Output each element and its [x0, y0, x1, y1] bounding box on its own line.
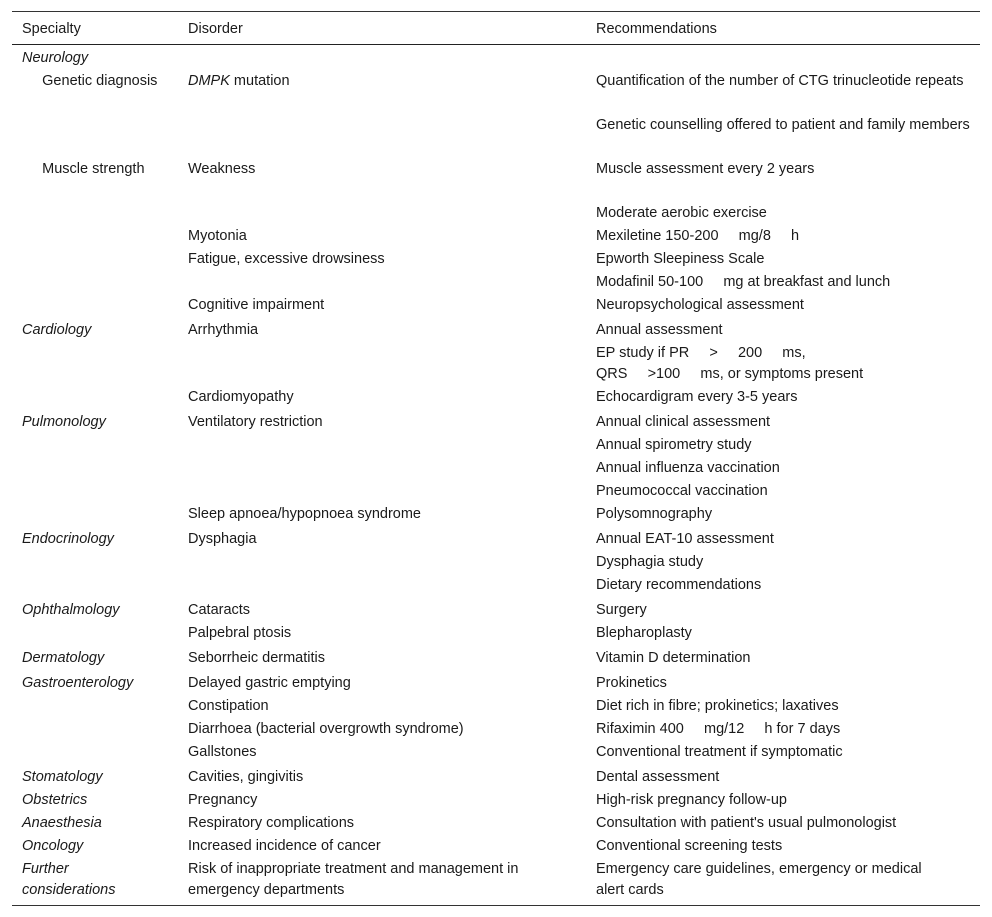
- recommendation-cell: Prokinetics: [596, 675, 667, 691]
- disorder-cell: Arrhythmia: [188, 322, 259, 338]
- disorder-cell: Pregnancy: [188, 792, 258, 808]
- disorder-cell: Delayed gastric emptying: [188, 675, 351, 691]
- recommendation-cell: Annual spirometry study: [596, 437, 752, 453]
- table-row: [12, 115, 980, 159]
- table-row: [12, 435, 980, 458]
- recommendation-cell: Conventional treatment if symptomatic: [596, 744, 843, 760]
- disorder-cell: Gallstones: [188, 744, 257, 760]
- recommendation-cell: Dietary recommendations: [596, 577, 762, 593]
- recommendation-cell: High-risk pregnancy follow-up: [596, 792, 787, 808]
- table-row: [12, 71, 980, 115]
- recommendation-cell: Consultation with patient's usual pulmonologist: [596, 815, 897, 831]
- disorder-cell: Risk of inappropriate treatment and management in emergency departments: [188, 861, 519, 898]
- recommendation-cell: Dental assessment: [596, 769, 720, 785]
- specialty-cell: Stomatology: [22, 769, 103, 785]
- table-row: [12, 458, 980, 481]
- disorder-cell: Diarrhoea (bacterial overgrowth syndrome): [188, 721, 464, 737]
- specialty-cell: Obstetrics: [22, 792, 88, 808]
- table-row: [12, 226, 980, 249]
- disorder-cell: DMPK mutation: [188, 73, 290, 89]
- recommendation-cell: Dysphagia study: [596, 554, 704, 570]
- recommendation-cell: Blepharoplasty: [596, 625, 692, 641]
- recommendation-cell: Annual influenza vaccination: [596, 460, 780, 476]
- table-row: [12, 813, 980, 836]
- recommendations-table: [12, 11, 980, 906]
- recommendation-cell: Moderate aerobic exercise: [596, 205, 767, 221]
- recommendation-cell: Annual clinical assessment: [596, 414, 771, 430]
- table-row: [12, 387, 980, 412]
- disorder-cell: Seborrheic dermatitis: [188, 650, 325, 666]
- table-row: [12, 341, 980, 387]
- disorder-cell: Dysphagia: [188, 531, 257, 547]
- recommendation-cell: EP study if PR > 200 ms, QRS >100 ms, or symptoms present: [596, 345, 864, 382]
- table-row: [12, 552, 980, 575]
- specialty-cell: Pulmonology: [22, 414, 106, 430]
- recommendation-cell: Annual assessment: [596, 322, 723, 338]
- specialty-cell: Neurology: [22, 50, 89, 66]
- table-row: [12, 48, 980, 71]
- table-row: [12, 272, 980, 295]
- table-row: [12, 320, 980, 341]
- table-header: [12, 12, 980, 45]
- specialty-cell: Cardiology: [22, 322, 92, 338]
- specialty-cell: Muscle strength: [42, 161, 145, 177]
- disorder-cell: Constipation: [188, 698, 269, 714]
- disorder-cell: Fatigue, excessive drowsiness: [188, 251, 385, 267]
- recommendation-cell: Vitamin D determination: [596, 650, 751, 666]
- specialty-cell: Ophthalmology: [22, 602, 120, 618]
- table-row: [12, 575, 980, 600]
- recommendation-cell: Emergency care guidelines, emergency or medical alert cards: [596, 861, 922, 898]
- table-row: [12, 859, 980, 905]
- table-row: [12, 295, 980, 320]
- table-row: [12, 203, 980, 226]
- table-row: [12, 412, 980, 435]
- table-row: [12, 481, 980, 504]
- table-row: [12, 623, 980, 648]
- disorder-cell: Weakness: [188, 161, 256, 177]
- disorder-cell: Cognitive impairment: [188, 297, 325, 313]
- recommendation-cell: Diet rich in fibre; prokinetics; laxatives: [596, 698, 839, 714]
- table-row: [12, 529, 980, 552]
- table-row: [12, 742, 980, 767]
- disorder-cell: Increased incidence of cancer: [188, 838, 381, 854]
- disorder-cell: Sleep apnoea/hypopnoea syndrome: [188, 506, 421, 522]
- table-row: [12, 719, 980, 742]
- recommendation-cell: Polysomnography: [596, 506, 713, 522]
- table-row: [12, 648, 980, 673]
- disorder-cell: Cataracts: [188, 602, 251, 618]
- recommendation-cell: Quantification of the number of CTG trinucleotide repeats: [596, 73, 964, 89]
- table-row: [12, 767, 980, 790]
- specialty-cell: Endocrinology: [22, 531, 114, 547]
- header-specialty: Specialty: [22, 21, 81, 37]
- specialty-cell: Further considerations: [22, 861, 116, 898]
- recommendation-cell: Epworth Sleepiness Scale: [596, 251, 765, 267]
- header-recommendations: Recommendations: [596, 21, 717, 37]
- recommendation-cell: Echocardigram every 3-5 years: [596, 389, 798, 405]
- recommendation-cell: Rifaximin 400 mg/12 h for 7 days: [596, 721, 841, 737]
- recommendation-cell: Muscle assessment every 2 years: [596, 161, 815, 177]
- table-row: [12, 249, 980, 272]
- table-row: [12, 790, 980, 813]
- table-row: [12, 159, 980, 203]
- table-row: [12, 673, 980, 696]
- recommendation-cell: Conventional screening tests: [596, 838, 783, 854]
- specialty-cell: Genetic diagnosis: [42, 73, 158, 89]
- recommendation-cell: Surgery: [596, 602, 647, 618]
- recommendation-cell: Pneumococcal vaccination: [596, 483, 768, 499]
- recommendation-cell: Neuropsychological assessment: [596, 297, 804, 313]
- table-row: [12, 504, 980, 529]
- table-row: [12, 836, 980, 859]
- disorder-cell: Palpebral ptosis: [188, 625, 292, 641]
- header-disorder: Disorder: [188, 21, 243, 37]
- disorder-cell: Cavities, gingivitis: [188, 769, 304, 785]
- recommendation-cell: Mexiletine 150-200 mg/8 h: [596, 228, 800, 244]
- table-row: [12, 696, 980, 719]
- table-row: [12, 600, 980, 623]
- disorder-cell: Respiratory complications: [188, 815, 355, 831]
- disorder-cell: Myotonia: [188, 228, 247, 244]
- recommendation-cell: Annual EAT-10 assessment: [596, 531, 774, 547]
- specialty-cell: Anaesthesia: [22, 815, 102, 831]
- specialty-cell: Dermatology: [22, 650, 105, 666]
- recommendation-cell: Genetic counselling offered to patient and family members: [596, 117, 970, 133]
- disorder-cell: Ventilatory restriction: [188, 414, 323, 430]
- disorder-cell: Cardiomyopathy: [188, 389, 294, 405]
- specialty-cell: Oncology: [22, 838, 84, 854]
- recommendation-cell: Modafinil 50-100 mg at breakfast and lunch: [596, 274, 891, 290]
- specialty-cell: Gastroenterology: [22, 675, 134, 691]
